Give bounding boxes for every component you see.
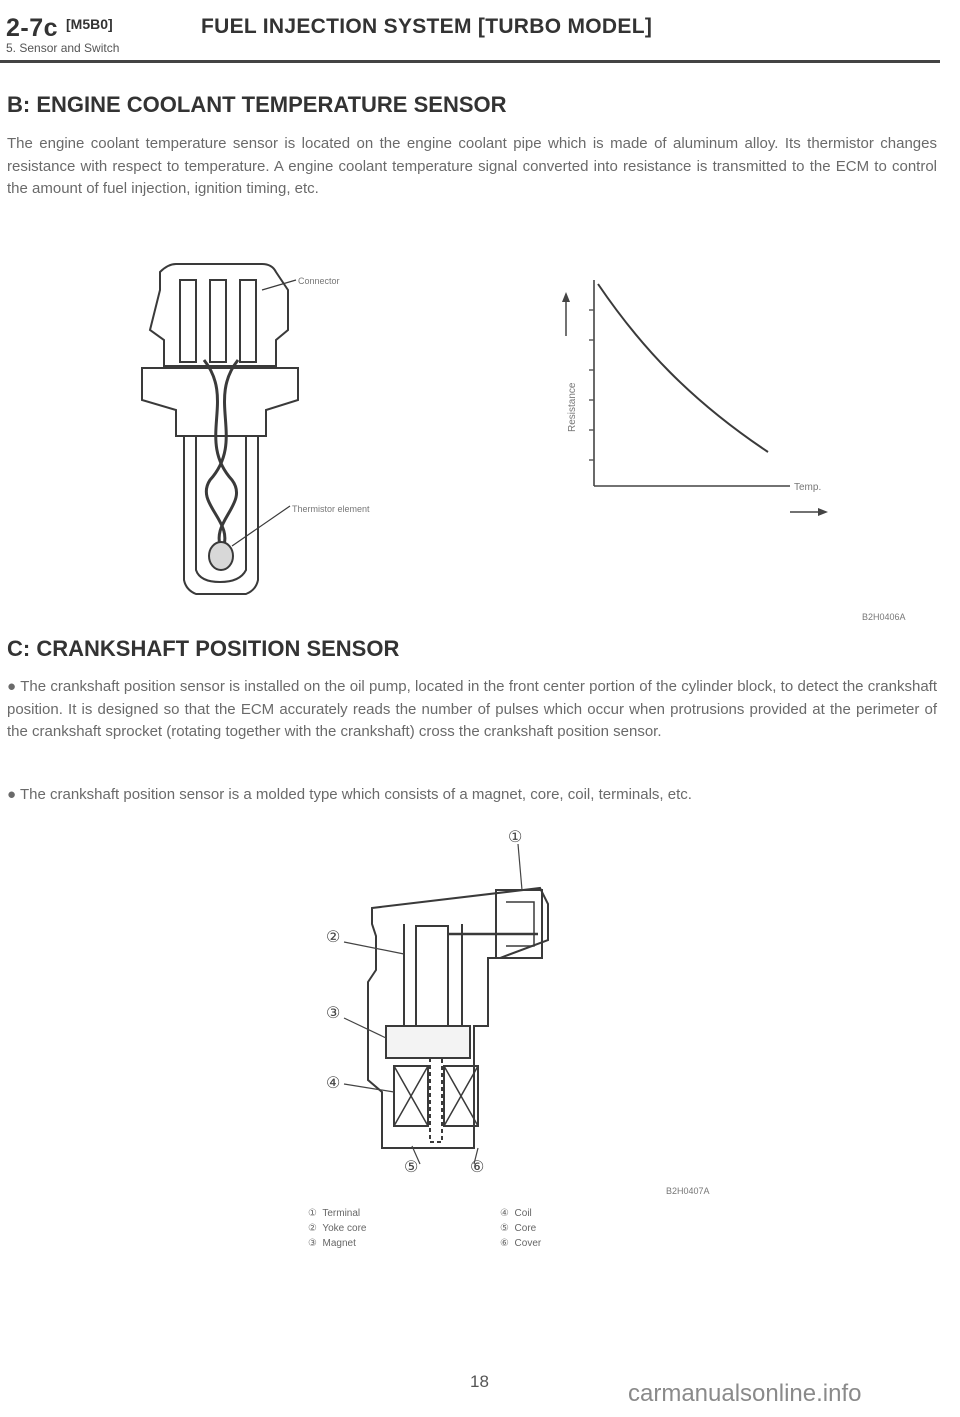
watermark-text: carmanualsonline.info — [628, 1380, 862, 1407]
bullet-marker: ● — [7, 678, 21, 695]
bullet-text: The crankshaft position sensor is a molded type which consists of a magnet, core, coil, terminals, etc. — [19, 786, 692, 803]
legend-item: ⑥ Cover — [500, 1238, 542, 1249]
figure-2-code: B2H0407A — [666, 1186, 710, 1196]
bullet-marker: ● — [7, 786, 20, 803]
callout-6: ⑥ — [470, 1159, 485, 1176]
figure-1-code: B2H0406A — [862, 612, 906, 622]
page-title: FUEL INJECTION SYSTEM [TURBO MODEL] — [201, 15, 653, 38]
coolant-sensor-drawing — [142, 264, 298, 594]
section-code: [M5B0] — [66, 16, 113, 32]
legend-item: ④ Coil — [500, 1208, 532, 1219]
section-c-title: C: CRANKSHAFT POSITION SENSOR — [7, 636, 400, 661]
header-divider — [0, 60, 940, 63]
crankshaft-sensor-drawing — [368, 888, 548, 1148]
legend-item: ⑤ Core — [500, 1223, 537, 1234]
callout-2: ② — [326, 929, 341, 946]
callout-5: ⑤ — [404, 1159, 419, 1176]
label-connector: Connector — [298, 276, 340, 286]
resistance-temp-graph — [562, 280, 828, 516]
page-number: 18 — [470, 1372, 489, 1391]
legend-item: ① Terminal — [308, 1208, 361, 1219]
callout-1: ① — [508, 830, 523, 846]
coolant-sensor-figure — [0, 250, 960, 630]
callout-3: ③ — [326, 1005, 341, 1022]
legend-right-column — [500, 1206, 541, 1251]
section-c-bullet-1 — [7, 676, 937, 744]
section-number: 2-7c — [6, 14, 59, 42]
section-c-bullet-2 — [7, 784, 937, 807]
page-subtitle: 5. Sensor and Switch — [6, 41, 120, 55]
label-thermistor: Thermistor element — [292, 504, 370, 514]
crankshaft-sensor-figure — [0, 830, 960, 1190]
graph-x-label: Temp. — [794, 482, 822, 493]
legend-item: ③ Magnet — [308, 1238, 356, 1249]
callout-4: ④ — [326, 1075, 341, 1092]
graph-y-label: Resistance — [567, 382, 578, 432]
section-b-paragraph: The engine coolant temperature sensor is located on the engine coolant pipe which is made of aluminum alloy. Its thermistor changes resistance with respect to temperature. A engine coolant temperature signal converted into resistance is transmitted to the ECM to control the amount of fuel injection, ignition timing, etc. — [7, 135, 937, 197]
legend-left-column — [308, 1206, 366, 1251]
bullet-text: The crankshaft position sensor is installed on the oil pump, located in the front center portion of the cylinder block, to detect the crankshaft position. It is designed so that the ECM accurately reads the number of pulses which occur when protrusions provided at the perimeter of the crankshaft sprocket (rotating together with the crankshaft) cross the crankshaft position sensor. — [7, 678, 937, 740]
legend-item: ② Yoke core — [308, 1223, 367, 1234]
section-b-title: B: ENGINE COOLANT TEMPERATURE SENSOR — [7, 92, 507, 117]
